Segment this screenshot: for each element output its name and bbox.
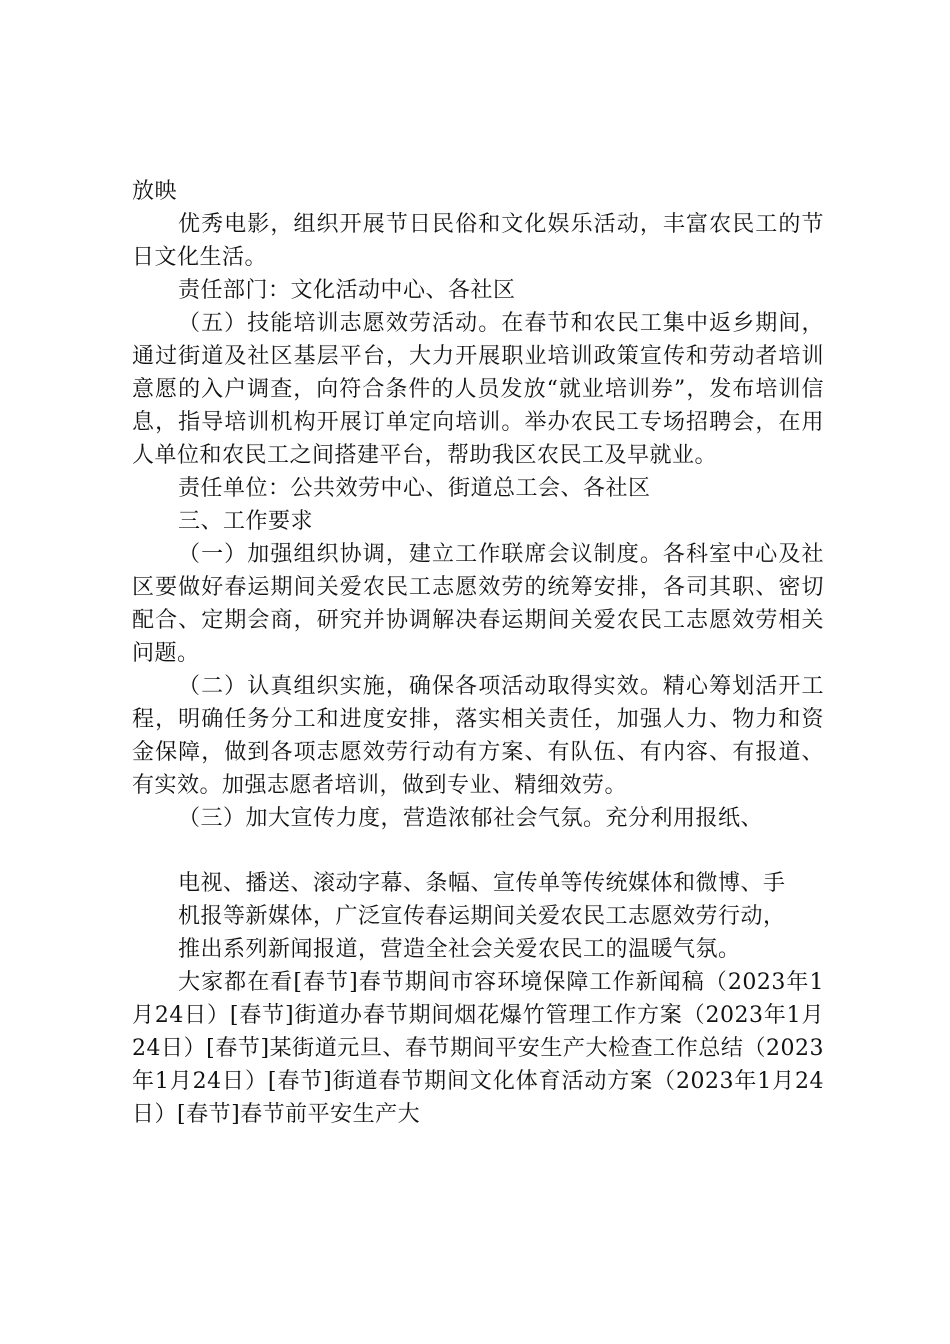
paragraph-skills-training: （五）技能培训志愿效劳活动。在春节和农民工集中返乡期间，通过街道及社区基层平台，大力开展职业培训政策宣传和劳动者培训意愿的入户调查，向符合条件的人员发放“就业培训券”，发布培训信息，指导培训机构开展订单定向培训。举办农民工专场招聘会，在用人单位和农民工之间搭建平台，帮助我区农民工及早就业。 <box>132 311 824 468</box>
paragraph-publicity-news: 推出系列新闻报道，营造全社会关爱农民工的温暖气氛。 <box>178 937 741 962</box>
related-articles: 大家都在看[春节]春节期间市容环境保障工作新闻稿（2023年1月24日）[春节]街道办春节期间烟花爆竹管理工作方案（2023年1月24日）[春节]某街道元旦、春节期间平安生产大检查工作总结（2023年1月24日）[春节]街道春节期间文化体育活动方案（2023年1月24日）[春节]春节前平安生产大 <box>132 970 824 1127</box>
paragraph-film-screening: 放映 <box>132 179 178 204</box>
paragraph-publicity-new-media: 机报等新媒体，广泛宣传春运期间关爱农民工志愿效劳行动， <box>178 904 786 929</box>
paragraph-responsible-units: 责任单位：公共效劳中心、街道总工会、各社区 <box>178 476 651 501</box>
paragraph-publicity-media: 电视、播送、滚动字幕、条幅、宣传单等传统媒体和微博、手 <box>178 871 786 896</box>
paragraph-responsible-departments: 责任部门：文化活动中心、各社区 <box>178 278 516 303</box>
paragraph-movies-folk-activities: 优秀电影，组织开展节日民俗和文化娱乐活动，丰富农民工的节日文化生活。 <box>132 212 824 270</box>
paragraph-requirement-implementation: （二）认真组织实施，确保各项活动取得实效。精心筹划活开工程，明确任务分工和进度安排，落实相关责任，加强人力、物力和资金保障，做到各项志愿效劳行动有方案、有队伍、有内容、有报道、有实效。加强志愿者培训，做到专业、精细效劳。 <box>132 674 824 798</box>
section-heading-work-requirements: 三、工作要求 <box>178 509 314 534</box>
paragraph-gap <box>132 835 824 867</box>
document-body <box>132 175 824 1131</box>
paragraph-requirement-publicity: （三）加大宣传力度，营造浓郁社会气氛。充分利用报纸、 <box>178 806 764 831</box>
paragraph-requirement-coordination: （一）加强组织协调，建立工作联席会议制度。各科室中心及社区要做好春运期间关爱农民工志愿效劳的统筹安排，各司其职、密切配合、定期会商，研究并协调解决春运期间关爱农民工志愿效劳相关问题。 <box>132 542 824 666</box>
